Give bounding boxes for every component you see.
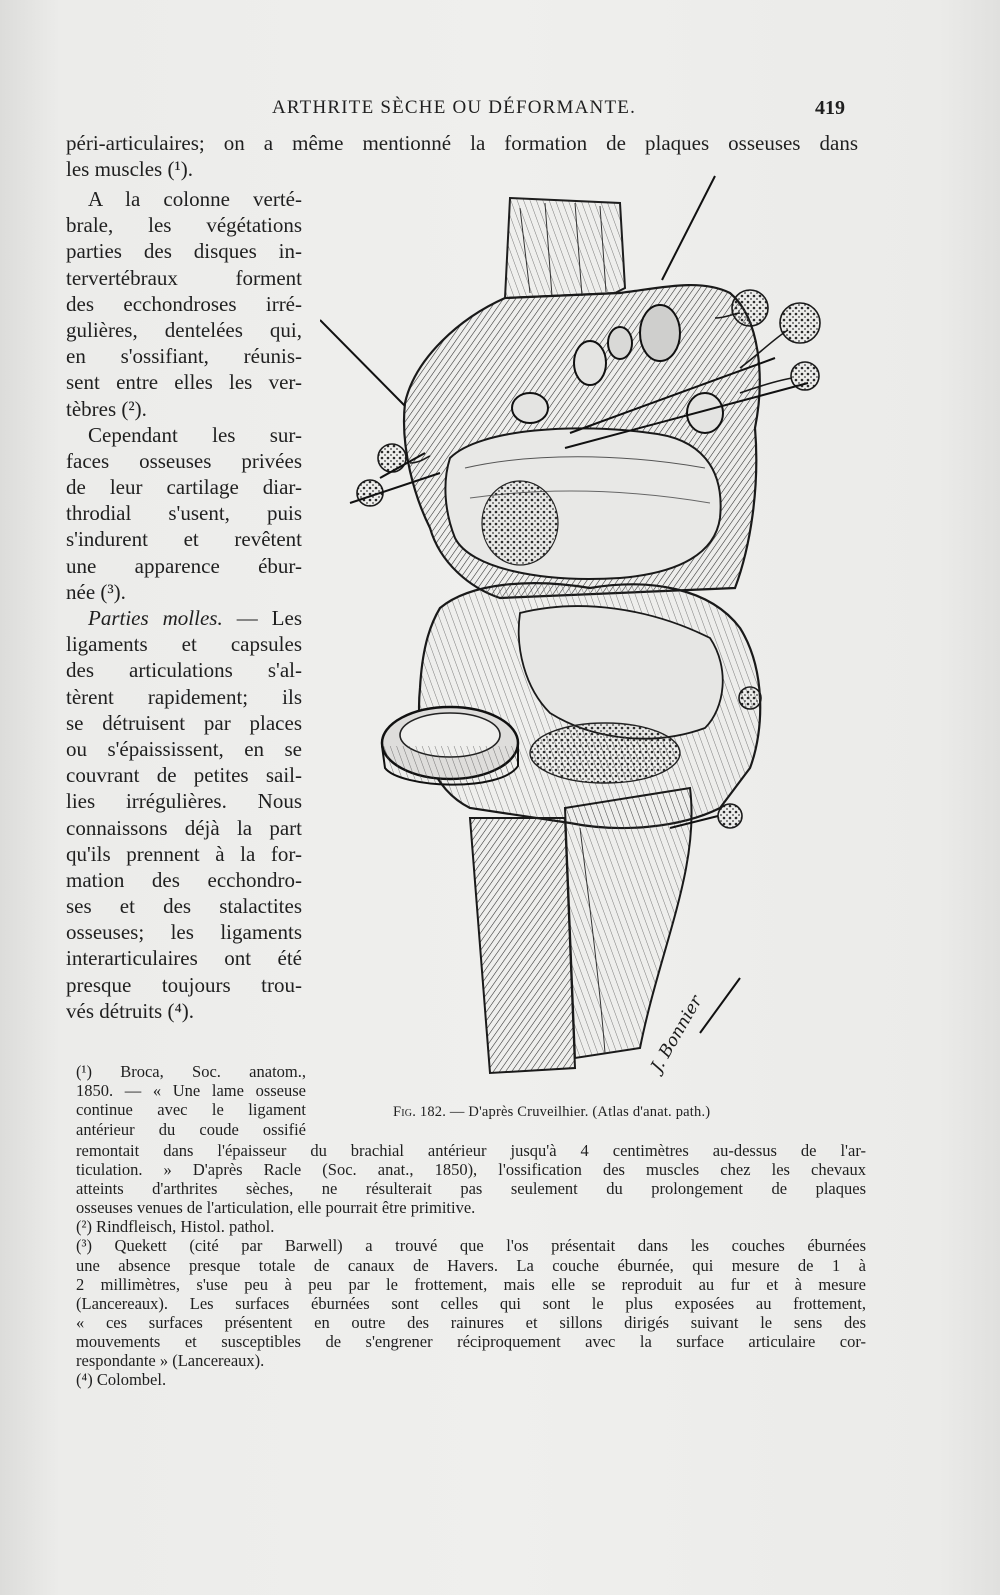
text-line: osseuses; les ligaments	[66, 920, 302, 945]
joint-engraving	[320, 168, 860, 1098]
text-line: les muscles (¹).	[66, 157, 194, 182]
footnote-2: (²) Rindfleisch, Histol. pathol.	[76, 1217, 275, 1237]
text-line: ligaments et capsules	[66, 632, 302, 657]
text-line: péri-articulaires; on a même mentionné la formation de plaques osseuses dans	[66, 131, 858, 155]
text-line: mation des ecchondro-	[66, 867, 302, 892]
footnote-line: (¹) Broca, Soc. anatom.,	[76, 1062, 306, 1081]
text-line: parties des disques in-	[66, 239, 302, 264]
text-line: sent entre elles les ver-	[66, 370, 302, 395]
text-line: gulières, dentelées qui,	[66, 317, 302, 342]
footnote-line: ticulation. » D'après Racle (Soc. anat., 1850), l'ossification des muscles chez les chevaux	[76, 1160, 866, 1180]
text-line: née (³).	[66, 579, 126, 604]
footnote-line: continue avec le ligament	[76, 1100, 306, 1120]
text-line: tèrent rapidement; ils	[66, 684, 302, 709]
artist-signature: J. Bonnier	[647, 992, 707, 1076]
footnote-1-narrow	[76, 1062, 306, 1139]
text-line: ou s'épaississent, en se	[66, 736, 302, 761]
footnote-line: 1850. — « Une lame osseuse	[76, 1081, 306, 1101]
text-line: connaissons déjà la part	[66, 815, 302, 840]
figure-caption	[393, 1104, 710, 1121]
lower-bone-ulna	[470, 818, 575, 1073]
footnote-line: « ces surfaces présentent en outre des rainures et sillons dirigés suivant le sens des	[76, 1312, 866, 1332]
footnote-line: remontait dans l'épaisseur du brachial antérieur jusqu'à 4 centimètres au-dessus de l'ar-	[76, 1141, 866, 1160]
footnote-line: une absence presque totale de canaux de Havers. La couche éburnée, qui mesure de 1 à	[76, 1255, 866, 1275]
text-line: tervertébraux forment	[66, 265, 302, 290]
lower-bone-radius	[565, 788, 692, 1058]
text-line: presque toujours trou-	[66, 972, 302, 997]
page-number: 419	[815, 97, 845, 119]
text-line: A la colonne verté-	[88, 187, 302, 211]
running-title: ARTHRITE SÈCHE OU DÉFORMANTE.	[272, 97, 637, 118]
footnote-line: (Lancereaux). Les surfaces éburnées sont celles qui sont le plus exposées au frottement,	[76, 1293, 866, 1313]
text-line: faces osseuses privées	[66, 448, 302, 473]
text-line: une apparence ébur-	[66, 553, 302, 578]
text-line: lies irrégulières. Nous	[66, 789, 302, 814]
footnote-line: mouvements et susceptibles de s'engrener réciproquement avec la surface articulaire cor-	[76, 1331, 866, 1351]
anatomical-figure	[320, 168, 860, 1098]
figure-caption-text: — D'après Cruveilhier. (Atlas d'anat. path.)	[446, 1104, 711, 1120]
text-line: se détruisent par places	[66, 710, 302, 735]
upper-bone-shaft	[505, 198, 625, 298]
text-line: interarticulaires ont été	[66, 946, 302, 971]
footnote-line: antérieur du coude ossifié	[76, 1119, 306, 1139]
text-line: couvrant de petites sail-	[66, 763, 302, 788]
text-fragment: — Les	[222, 606, 302, 630]
text-line: des ecchondroses irré-	[66, 291, 302, 316]
running-head	[0, 97, 1000, 123]
text-line: vés détruits (⁴).	[66, 998, 195, 1023]
text-line: en s'ossifiant, réunis-	[66, 344, 302, 369]
footnote-line: osseuses venues de l'articulation, elle pourrait être primitive.	[76, 1198, 476, 1218]
body-text-column	[66, 186, 302, 1024]
text-line: des articulations s'al-	[66, 658, 302, 683]
footnote-line: (³) Quekett (cité par Barwell) a trouvé que l'os présentait dans les couches éburnées	[76, 1236, 866, 1256]
footnote-line: atteints d'arthrites sèches, ne résulterait pas seulement du prolongement de plaques	[76, 1179, 866, 1199]
text-line: Cependant les sur-	[88, 422, 302, 447]
text-line: ses et des stalactites	[66, 894, 302, 919]
text-line: de leur cartilage diar-	[66, 475, 302, 500]
text-line: tèbres (²).	[66, 396, 147, 421]
figure-number: Fig. 182.	[393, 1104, 447, 1120]
footnotes-full-width	[76, 1141, 866, 1389]
text-line: throdial s'usent, puis	[66, 501, 302, 526]
footnote-line: 2 millimètres, s'use peu à peu par le frottement, mais elle se reproduit au fur et à mesure	[76, 1274, 866, 1294]
text-line-parties-molles	[66, 605, 302, 631]
text-line: s'indurent et revêtent	[66, 527, 302, 552]
text-line: brale, les végétations	[66, 213, 302, 238]
footnote-line: respondante » (Lancereaux).	[76, 1351, 265, 1371]
text-line: qu'ils prennent à la for-	[66, 841, 302, 866]
section-label-italic: Parties molles.	[88, 606, 223, 630]
footnote-4: (⁴) Colombel.	[76, 1370, 167, 1390]
